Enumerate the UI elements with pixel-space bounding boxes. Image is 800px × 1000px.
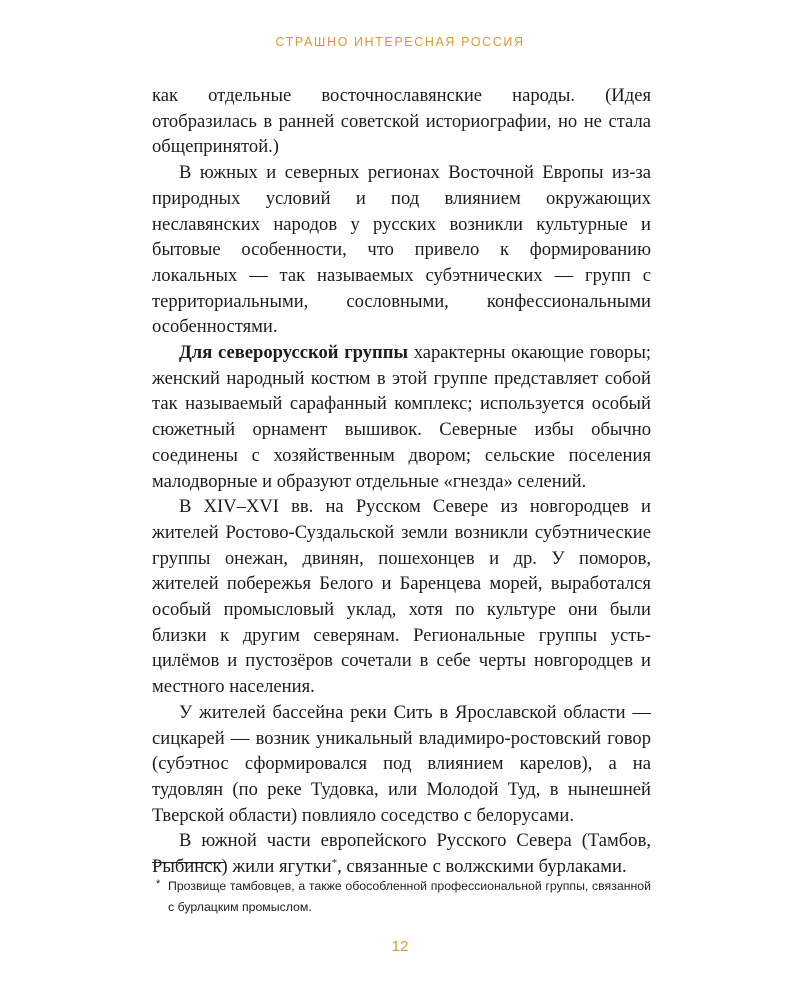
paragraph-3-text: характерны окающие говоры; женский народный костюм в этой группе представляет собой так называемый сарафанный комплекс; используется особый сюжетный орнамент вышивок. Северные избы обычно соединены с хозяйственным двором; сельские поселения малодворные и образуют отдельные «гнезда» селений. (152, 342, 651, 492)
paragraph-6-text-a: В южной части европейского Русского Севера (Тамбов, Рыбинск) жили ягутки (152, 830, 651, 878)
paragraph-6 (152, 828, 651, 879)
main-text (152, 83, 651, 880)
page-number: 12 (391, 938, 409, 955)
paragraph-6-text-b: , связанные с волжскими бурлаками. (337, 856, 627, 878)
paragraph-5: У жителей бассейна реки Сить в Ярославской области — сицкарей — возник уникальный владимиро-ростовский говор (субэтнос сформировался под влиянием карелов), а на тудовлян (по реке Тудовка, или Молодой Туд, в нынешней Тверской области) повлияло соседство с белорусами. (152, 701, 651, 826)
footnote-separator (152, 862, 225, 863)
footnote (152, 876, 651, 917)
paragraph-4: В XIV–XVI вв. на Русском Севере из новгородцев и жителей Ростово-Суздальской земли возникли субэтнические группы онежан, двинян, пошехонцев и др. У поморов, жителей побережья Белого и Баренцева морей, выработался особый промысловый уклад, хотя по культуре они были близки к другим северянам. Региональные группы усть-цилёмов и пустозёров сочетали в себе черты новгородцев и местного населения. (152, 496, 651, 698)
running-head-title: СТРАШНО ИНТЕРЕСНАЯ РОССИЯ (275, 35, 525, 49)
paragraph-3 (152, 340, 651, 494)
footnote-text: Прозвище тамбовцев, а также обособленной профессиональной группы, связанной с бурлацким промыслом. (168, 879, 651, 914)
paragraph-2: В южных и северных регионах Восточной Европы из-за природных условий и под влиянием окружающих неславянских народов у русских возникли культурные и бытовые особенности, что привело к формированию локальных — так называемых субэтнических — групп с территориальными, сословными, конфессиональными особенностями. (152, 162, 651, 338)
footnote-reference: * (331, 857, 338, 870)
footnote-mark: * (156, 878, 161, 890)
paragraph-3-bold-lead: Для северорусской группы (179, 342, 408, 364)
paragraph-1: как отдельные восточнославянские народы. (Идея отобразилась в ранней советской историографии, но не стала общепринятой.) (152, 85, 651, 158)
